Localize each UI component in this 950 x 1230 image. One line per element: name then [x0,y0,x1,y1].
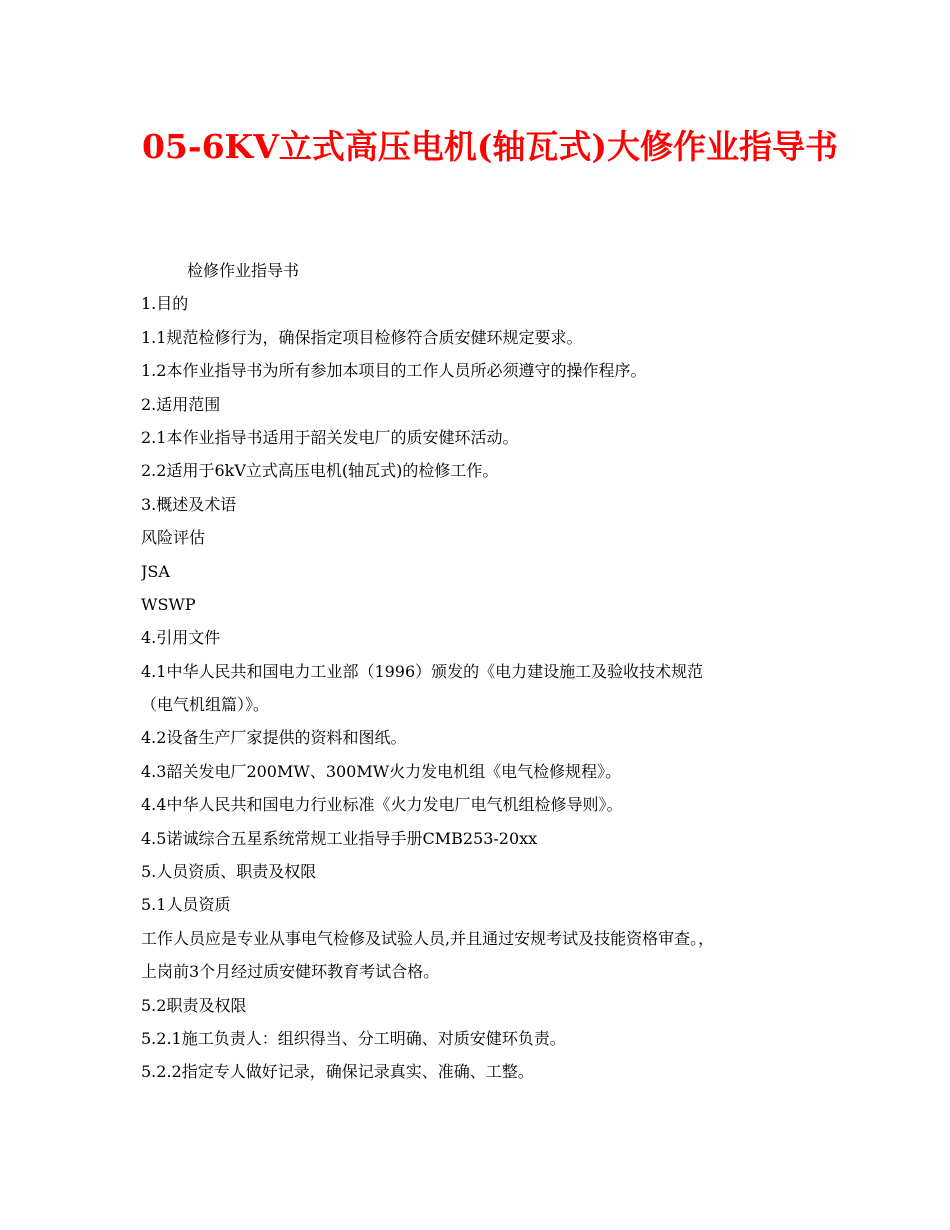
paragraph-line: 1.1规范检修行为，确保指定项目检修符合质安健环规定要求。 [141,327,583,347]
paragraph-line: （电气机组篇）》。 [141,695,270,715]
document-title: 05-6KV立式高压电机(轴瓦式)大修作业指导书 [141,127,839,166]
paragraph-line: 4.5诺诚综合五星系统常规工业指导手册CMB253-20xx [141,828,538,848]
section-heading: 1.目的 [141,294,189,314]
paragraph-line: 1.2本作业指导书为所有参加本项目的工作人员所必须遵守的操作程序。 [141,361,647,381]
paragraph-line: 4.3韶关发电厂200MW、300MW火力发电机组《电气检修规程》。 [141,761,622,781]
paragraph-line: 5.2.2指定专人做好记录，确保记录真实、准确、工整。 [141,1062,534,1082]
section-heading: 2.适用范围 [141,394,221,414]
section-heading: 3.概述及术语 [141,494,237,514]
paragraph-line: 2.2适用于6kV立式高压电机(轴瓦式)的检修工作。 [141,461,499,481]
subsection-heading: 5.2职责及权限 [141,995,247,1015]
section-heading: 4.引用文件 [141,628,221,648]
subsection-heading: 5.1人员资质 [141,895,231,915]
term-line: 风险评估 [141,528,206,548]
paragraph-line: 工作人员应是专业从事电气检修及试验人员,并且通过安规考试及技能资格审查。， [141,928,715,948]
paragraph-line: 4.4中华人民共和国电力行业标准《火力发电厂电气机组检修导则》。 [141,795,623,815]
document-body [141,254,841,1089]
section-heading: 5.人员资质、职责及权限 [141,862,317,882]
term-line: JSA [141,561,170,581]
paragraph-line: 5.2.1施工负责人：组织得当、分工明确、对质安健环负责。 [141,1028,566,1048]
subtitle-line: 检修作业指导书 [187,261,300,280]
paragraph-line: 2.1本作业指导书适用于韶关发电厂的质安健环活动。 [141,427,519,447]
paragraph-line: 4.2设备生产厂家提供的资料和图纸。 [141,728,407,748]
term-line: WSWP [141,594,196,614]
paragraph-line: 4.1中华人民共和国电力工业部（1996）颁发的《电力建设施工及验收技术规范 [141,661,704,681]
paragraph-line: 上岗前3个月经过质安健环教育考试合格。 [141,962,440,982]
